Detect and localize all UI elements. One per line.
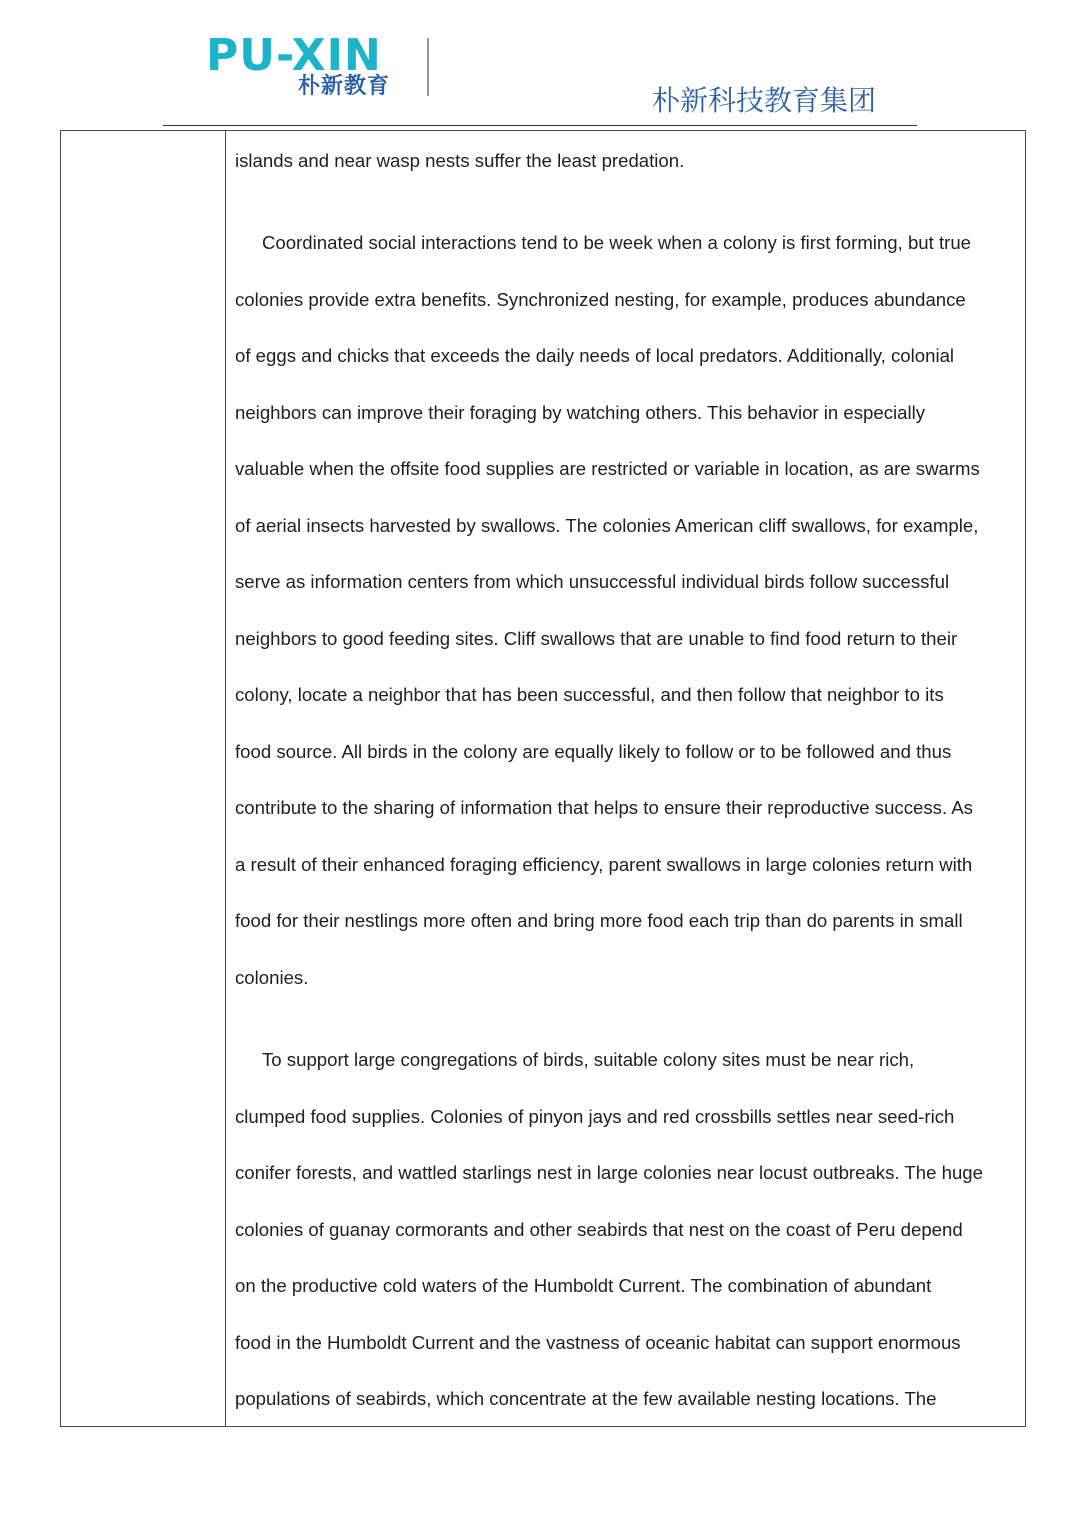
logo-divider (427, 38, 429, 96)
logo-wordmark: PU-XIN (206, 30, 382, 81)
text-line: food source. All birds in the colony are equally likely to follow or to be followed and thus (235, 741, 952, 762)
paragraph-first-line: To support large congregations of birds, suitable colony sites must be near rich, (262, 1049, 915, 1070)
left-cell (61, 131, 226, 1426)
text-line: colonies. (235, 967, 309, 988)
text-line: islands and near wasp nests suffer the least predation. (235, 150, 685, 171)
company-name: 朴新科技教育集团 (652, 84, 877, 117)
passage-text (235, 131, 1017, 1426)
header-rule (163, 125, 917, 126)
text-line: colony, locate a neighbor that has been successful, and then follow that neighbor to its (235, 684, 944, 705)
paragraph-first-line: Coordinated social interactions tend to be week when a colony is first forming, but true (262, 232, 972, 253)
text-line: neighbors to good feeding sites. Cliff swallows that are unable to find food return to their (235, 628, 958, 649)
text-line: conifer forests, and wattled starlings nest in large colonies near locust outbreaks. The huge (235, 1162, 983, 1183)
text-line: a result of their enhanced foraging efficiency, parent swallows in large colonies return with (235, 854, 973, 875)
content-table (60, 130, 1026, 1427)
logo-chinese-name: 朴新教育 (298, 74, 391, 99)
text-line: clumped food supplies. Colonies of pinyon jays and red crossbills settles near seed-rich (235, 1106, 955, 1127)
text-line: of aerial insects harvested by swallows. The colonies American cliff swallows, for example, (235, 515, 979, 536)
puxin-logo (206, 30, 436, 100)
text-line: neighbors can improve their foraging by watching others. This behavior in especially (235, 402, 926, 423)
text-line: serve as information centers from which unsuccessful individual birds follow successful (235, 571, 950, 592)
text-line: valuable when the offsite food supplies are restricted or variable in location, as are swarms (235, 458, 980, 479)
text-line: contribute to the sharing of information that helps to ensure their reproductive success. As (235, 797, 973, 818)
text-line: of eggs and chicks that exceeds the daily needs of local predators. Additionally, colonial (235, 345, 955, 366)
text-line: populations of seabirds, which concentrate at the few available nesting locations. The (235, 1388, 937, 1409)
text-line: colonies provide extra benefits. Synchronized nesting, for example, produces abundance (235, 289, 966, 310)
text-line: on the productive cold waters of the Humboldt Current. The combination of abundant (235, 1275, 932, 1296)
text-line: colonies of guanay cormorants and other seabirds that nest on the coast of Peru depend (235, 1219, 963, 1240)
text-line: food for their nestlings more often and bring more food each trip than do parents in small (235, 910, 963, 931)
text-line: food in the Humboldt Current and the vastness of oceanic habitat can support enormous (235, 1332, 961, 1353)
